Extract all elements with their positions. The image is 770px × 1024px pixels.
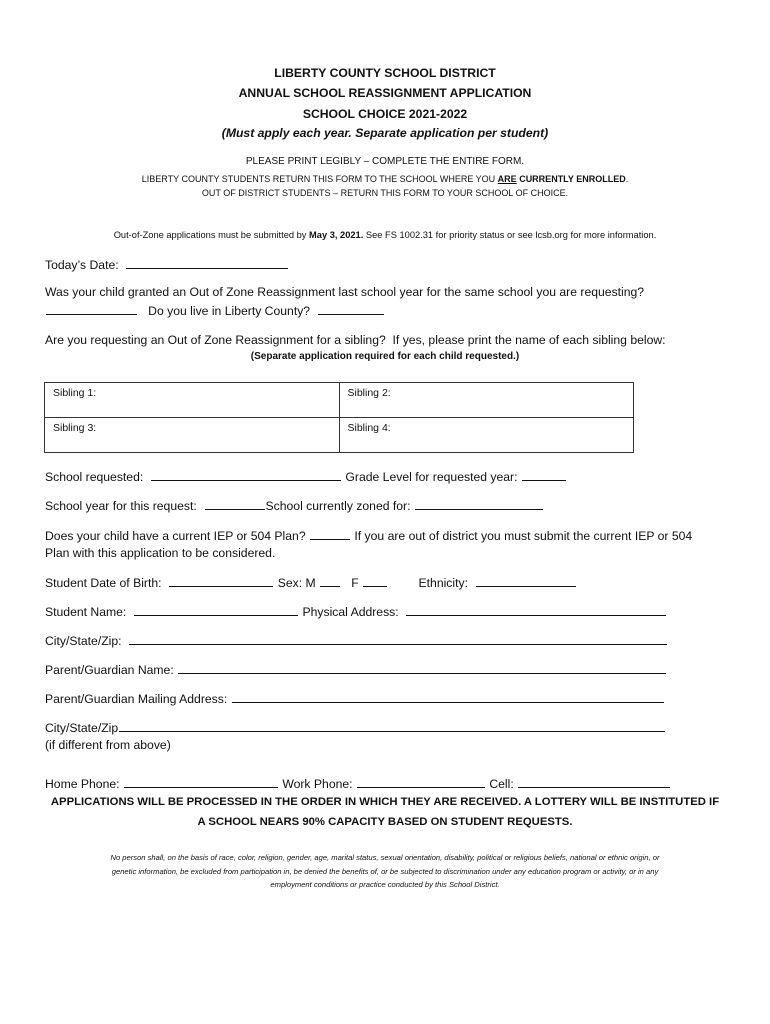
city-state-zip-field[interactable] bbox=[129, 633, 667, 645]
if-different-note: (if different from above) bbox=[45, 738, 171, 752]
work-phone-label: Work Phone: bbox=[282, 777, 353, 791]
school-zoned-label: School currently zoned for: bbox=[265, 499, 411, 513]
county-instruction-are: ARE bbox=[497, 174, 517, 184]
parent-mailing-row bbox=[45, 691, 665, 706]
county-instruction bbox=[0, 174, 770, 184]
iep-note-2: Plan with this application to be considered. bbox=[45, 546, 276, 560]
phone-row bbox=[45, 776, 671, 791]
sex-f-label: F bbox=[351, 576, 359, 590]
physical-address-field[interactable] bbox=[406, 604, 666, 616]
iep-note-1: If you are out of district you must submit the current IEP or 504 bbox=[354, 529, 693, 543]
student-name-label: Student Name: bbox=[45, 605, 127, 619]
live-row bbox=[45, 303, 385, 318]
todays-date-label: Today’s Date: bbox=[45, 258, 119, 272]
todays-date-row bbox=[45, 257, 289, 272]
nondiscrimination-line-2: genetic information, be excluded from participation in, be denied the benefits of, or be subjected to discrimination under any education program or activity, or in any bbox=[111, 866, 659, 876]
lottery-notice-1: APPLICATIONS WILL BE PROCESSED IN THE ORDER IN WHICH THEY ARE RECEIVED. A LOTTERY WILL BE INSTITUTED IF bbox=[50, 796, 720, 808]
sex-m-field[interactable] bbox=[320, 575, 340, 587]
school-year-field[interactable] bbox=[205, 498, 265, 510]
nondiscrimination-line-1: No person shall, on the basis of race, color, religion, gender, age, marital status, sexual orientation, disability, political or religious beliefs, national or ethnic origin, or bbox=[110, 853, 660, 862]
sex-f-field[interactable] bbox=[363, 575, 387, 587]
school-year-row bbox=[45, 498, 544, 513]
school-requested-label: School requested: bbox=[45, 470, 144, 484]
sex-label: Sex: M bbox=[277, 576, 316, 590]
ethnicity-field[interactable] bbox=[476, 575, 576, 587]
work-phone-field[interactable] bbox=[357, 776, 485, 788]
school-year-label: School year for this request: bbox=[45, 499, 197, 513]
live-answer-field[interactable] bbox=[318, 303, 384, 315]
iep-question: Does your child have a current IEP or 504 Plan? bbox=[45, 529, 306, 543]
sibling-4-cell[interactable] bbox=[339, 418, 634, 453]
cell-field[interactable] bbox=[518, 776, 670, 788]
parent-name-label: Parent/Guardian Name: bbox=[45, 663, 174, 677]
student-name-field[interactable] bbox=[134, 604, 298, 616]
school-requested-field[interactable] bbox=[151, 469, 341, 481]
school-zoned-field[interactable] bbox=[415, 498, 543, 510]
city-state-zip-2-field[interactable] bbox=[119, 720, 665, 732]
form-title: ANNUAL SCHOOL REASSIGNMENT APPLICATION bbox=[238, 86, 532, 100]
todays-date-field[interactable] bbox=[126, 257, 288, 269]
live-label: Do you live in Liberty County? bbox=[148, 304, 311, 318]
nondiscrimination-notice bbox=[45, 851, 725, 892]
parent-mailing-field[interactable] bbox=[232, 691, 664, 703]
school-requested-row bbox=[45, 469, 567, 484]
deadline-date: May 3, 2021. bbox=[309, 230, 364, 240]
apply-note: (Must apply each year. Separate application per student) bbox=[221, 126, 549, 140]
sibling-3-label: Sibling 3: bbox=[53, 422, 97, 434]
cell-label: Cell: bbox=[489, 777, 514, 791]
granted-question: Was your child granted an Out of Zone Reassignment last school year for the same school you are requesting? bbox=[45, 285, 645, 299]
grade-level-field[interactable] bbox=[522, 469, 566, 481]
sibling-1-label: Sibling 1: bbox=[53, 387, 97, 399]
dob-field[interactable] bbox=[169, 575, 273, 587]
sibling-2-label: Sibling 2: bbox=[347, 387, 391, 399]
sibling-question: Are you requesting an Out of Zone Reassignment for a sibling? If yes, please print the name of each sibling below: bbox=[45, 333, 666, 347]
county-instruction-text: LIBERTY COUNTY STUDENTS RETURN THIS FORM TO THE SCHOOL WHERE YOU bbox=[141, 174, 498, 184]
home-phone-label: Home Phone: bbox=[45, 777, 120, 791]
sibling-1-cell[interactable] bbox=[45, 383, 340, 418]
deadline-line bbox=[0, 230, 770, 240]
dob-label: Student Date of Birth: bbox=[45, 576, 162, 590]
sibling-4-label: Sibling 4: bbox=[347, 422, 391, 434]
physical-address-label: Physical Address: bbox=[302, 605, 399, 619]
iep-field[interactable] bbox=[310, 528, 350, 540]
granted-answer-field[interactable] bbox=[46, 303, 137, 315]
sibling-2-cell[interactable] bbox=[339, 383, 634, 418]
parent-mailing-label: Parent/Guardian Mailing Address: bbox=[45, 692, 228, 706]
deadline-pre: Out-of-Zone applications must be submitted by bbox=[113, 230, 310, 240]
city-state-zip-2-label: City/State/Zip bbox=[45, 721, 119, 735]
school-choice-year: SCHOOL CHOICE 2021-2022 bbox=[302, 107, 468, 121]
city-state-zip-row bbox=[45, 633, 668, 648]
sibling-3-cell[interactable] bbox=[45, 418, 340, 453]
nondiscrimination-line-3: employment conditions or practice conducted by this School District. bbox=[270, 880, 500, 889]
city-state-zip-2-row bbox=[45, 720, 666, 735]
student-name-row bbox=[45, 604, 667, 619]
county-instruction-end: . bbox=[625, 174, 629, 184]
city-state-zip-label: City/State/Zip: bbox=[45, 634, 122, 648]
parent-name-row bbox=[45, 662, 667, 677]
ethnicity-label: Ethnicity: bbox=[418, 576, 468, 590]
iep-row bbox=[45, 528, 692, 543]
dob-row bbox=[45, 575, 577, 590]
sibling-note: (Separate application required for each child requested.) bbox=[250, 351, 520, 362]
home-phone-field[interactable] bbox=[124, 776, 278, 788]
deadline-post: See FS 1002.31 for priority status or see lcsb.org for more information. bbox=[363, 230, 657, 240]
district-title: LIBERTY COUNTY SCHOOL DISTRICT bbox=[274, 66, 496, 80]
print-instruction: PLEASE PRINT LEGIBLY – COMPLETE THE ENTIRE FORM. bbox=[245, 156, 525, 167]
lottery-notice-2: A SCHOOL NEARS 90% CAPACITY BASED ON STUDENT REQUESTS. bbox=[197, 816, 573, 828]
county-instruction-enrolled: CURRENTLY ENROLLED bbox=[516, 174, 626, 184]
grade-level-label: Grade Level for requested year: bbox=[345, 470, 518, 484]
out-district-instruction: OUT OF DISTRICT STUDENTS – RETURN THIS FORM TO YOUR SCHOOL OF CHOICE. bbox=[201, 188, 569, 198]
parent-name-field[interactable] bbox=[178, 662, 666, 674]
sibling-table bbox=[44, 382, 634, 453]
